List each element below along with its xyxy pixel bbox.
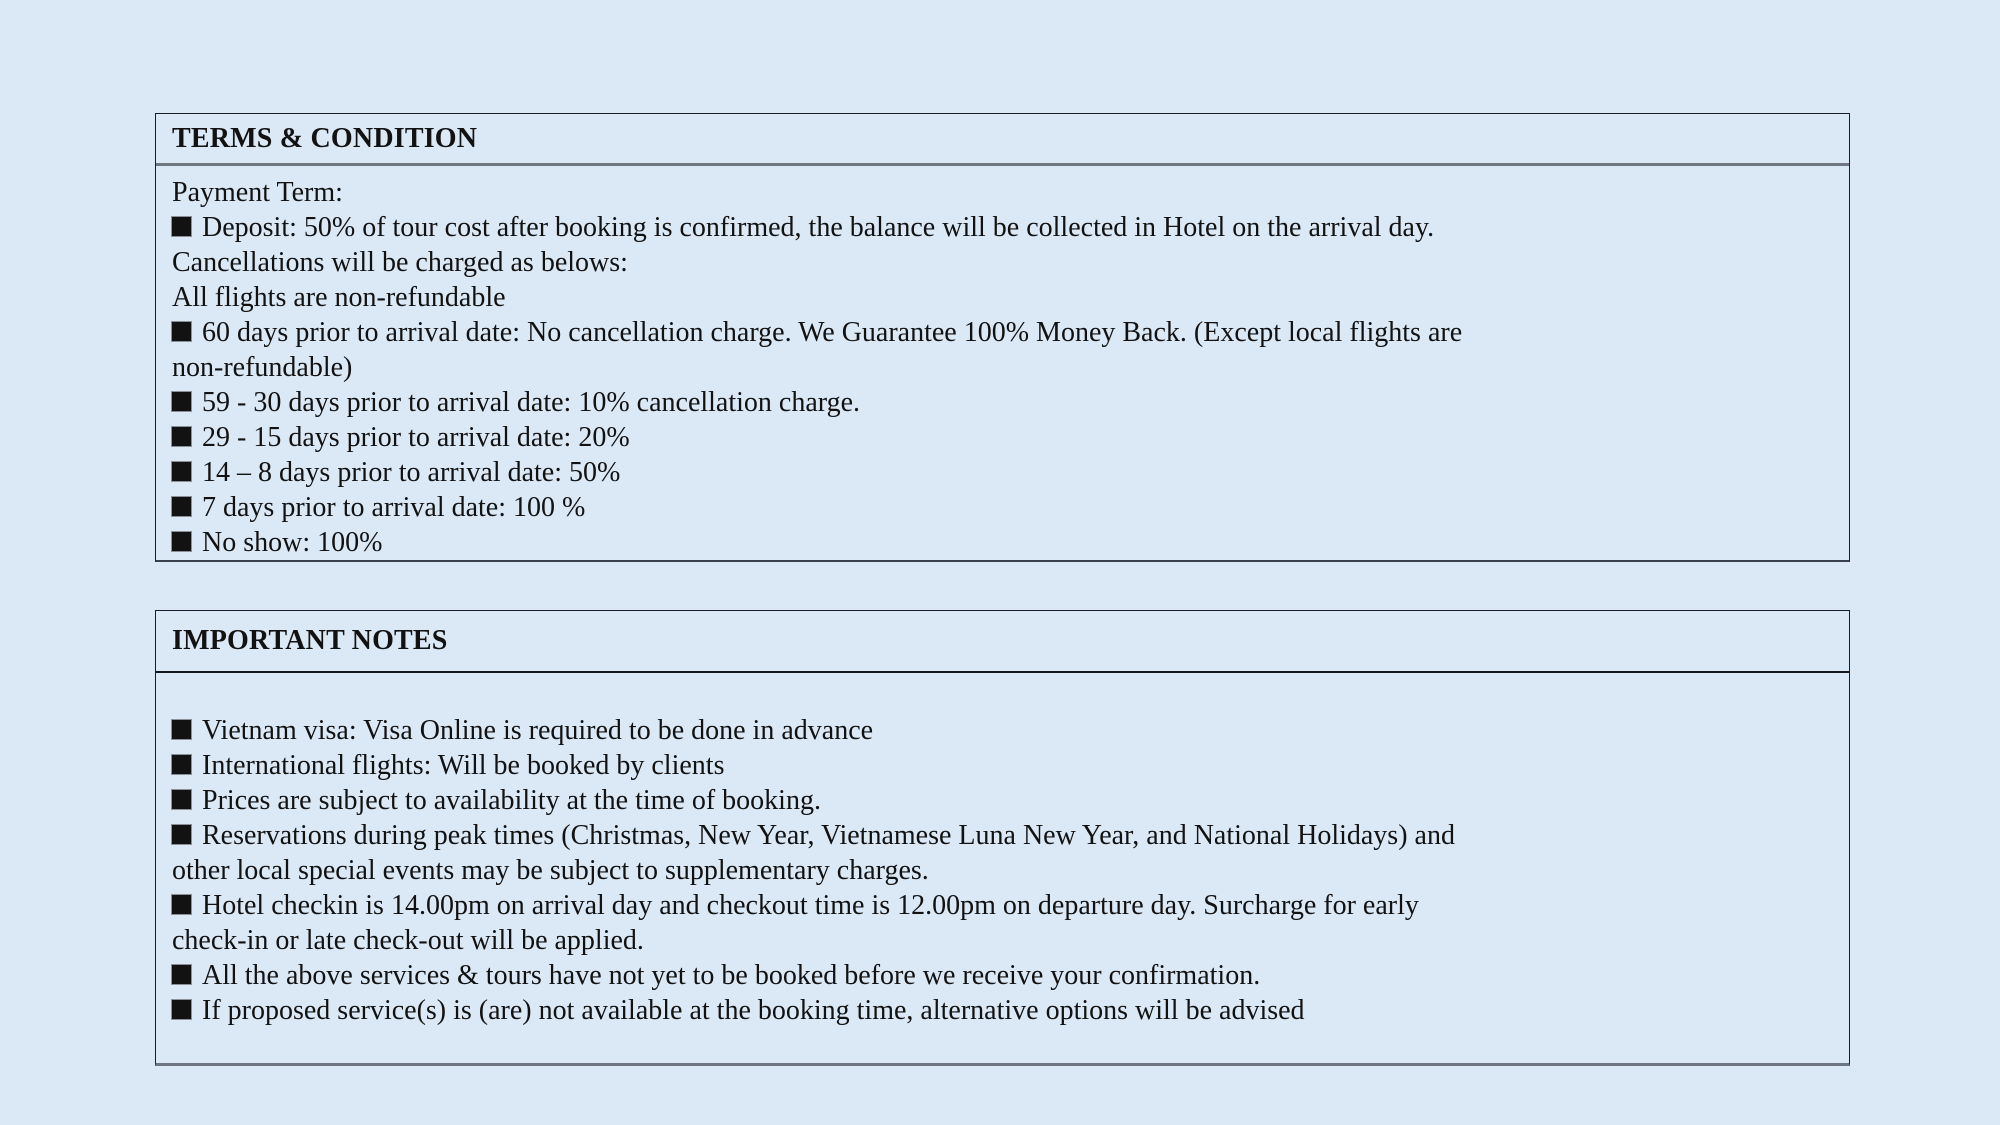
line-text: Prices are subject to availability at the time of booking. (202, 785, 821, 816)
bullet-line (172, 385, 1833, 420)
line-text: other local special events may be subject to supplementary charges. (172, 855, 929, 886)
line-text: Cancellations will be charged as belows: (172, 247, 628, 278)
bullet-line (172, 818, 1833, 853)
line-text: International flights: Will be booked by clients (202, 750, 725, 781)
notes-section-title: IMPORTANT NOTES (172, 625, 448, 656)
line-text: 7 days prior to arrival date: 100 % (202, 492, 586, 523)
bullet-line (172, 210, 1833, 245)
bullet-square-icon (172, 217, 191, 236)
bullet-line (172, 315, 1833, 350)
important-notes-section (155, 610, 1850, 1066)
line-text: 14 – 8 days prior to arrival date: 50% (202, 457, 621, 488)
bullet-line (172, 993, 1833, 1028)
bullet-line (172, 455, 1833, 490)
bullet-square-icon (172, 462, 191, 481)
bullet-square-icon (172, 895, 191, 914)
bullet-line (172, 958, 1833, 993)
bullet-line (172, 420, 1833, 455)
line-text: 59 - 30 days prior to arrival date: 10% cancellation charge. (202, 387, 861, 418)
text-line (172, 853, 1833, 888)
line-text: Hotel checkin is 14.00pm on arrival day and checkout time is 12.00pm on departure day. Surcharge for early (202, 890, 1419, 921)
line-text: Reservations during peak times (Christmas, New Year, Vietnamese Luna New Year, and National Holidays) and (202, 820, 1455, 851)
line-text: 29 - 15 days prior to arrival date: 20% (202, 422, 630, 453)
terms-section-header (156, 114, 1849, 166)
bullet-square-icon (172, 720, 191, 739)
bullet-line (172, 888, 1833, 923)
text-line (172, 280, 1833, 315)
bullet-square-icon (172, 755, 191, 774)
bullet-square-icon (172, 322, 191, 341)
text-line (172, 678, 1833, 713)
line-text: non-refundable) (172, 352, 353, 383)
bullet-square-icon (172, 532, 191, 551)
bullet-square-icon (172, 1000, 191, 1019)
bullet-line (172, 490, 1833, 525)
bullet-line (172, 525, 1833, 560)
line-text: All flights are non-refundable (172, 282, 506, 313)
line-text: check-in or late check-out will be applied. (172, 925, 644, 956)
text-line (172, 350, 1833, 385)
line-text: Vietnam visa: Visa Online is required to be done in advance (202, 715, 874, 746)
bullet-line (172, 783, 1833, 818)
text-line (172, 923, 1833, 958)
text-line (172, 175, 1833, 210)
line-text: Payment Term: (172, 177, 343, 208)
terms-section-title: TERMS & CONDITION (172, 122, 478, 154)
terms-and-condition-section (155, 113, 1850, 562)
bullet-square-icon (172, 825, 191, 844)
bullet-square-icon (172, 790, 191, 809)
bullet-line (172, 748, 1833, 783)
bullet-line (172, 713, 1833, 748)
text-line (172, 245, 1833, 280)
bullet-square-icon (172, 427, 191, 446)
notes-section-body (156, 673, 1849, 1063)
line-text: Deposit: 50% of tour cost after booking is confirmed, the balance will be collected in Hotel on the arrival day. (202, 212, 1435, 243)
line-text: No show: 100% (202, 527, 383, 558)
bullet-square-icon (172, 497, 191, 516)
bullet-square-icon (172, 965, 191, 984)
text-line (172, 1028, 1833, 1063)
notes-section-header (156, 611, 1849, 673)
line-text: If proposed service(s) is (are) not available at the booking time, alternative options will be advised (202, 995, 1305, 1026)
terms-section-body (156, 166, 1849, 560)
bullet-square-icon (172, 392, 191, 411)
line-text: All the above services & tours have not yet to be booked before we receive your confirmation. (202, 960, 1261, 991)
line-text: 60 days prior to arrival date: No cancellation charge. We Guarantee 100% Money Back. (Except local flights are (202, 317, 1463, 348)
